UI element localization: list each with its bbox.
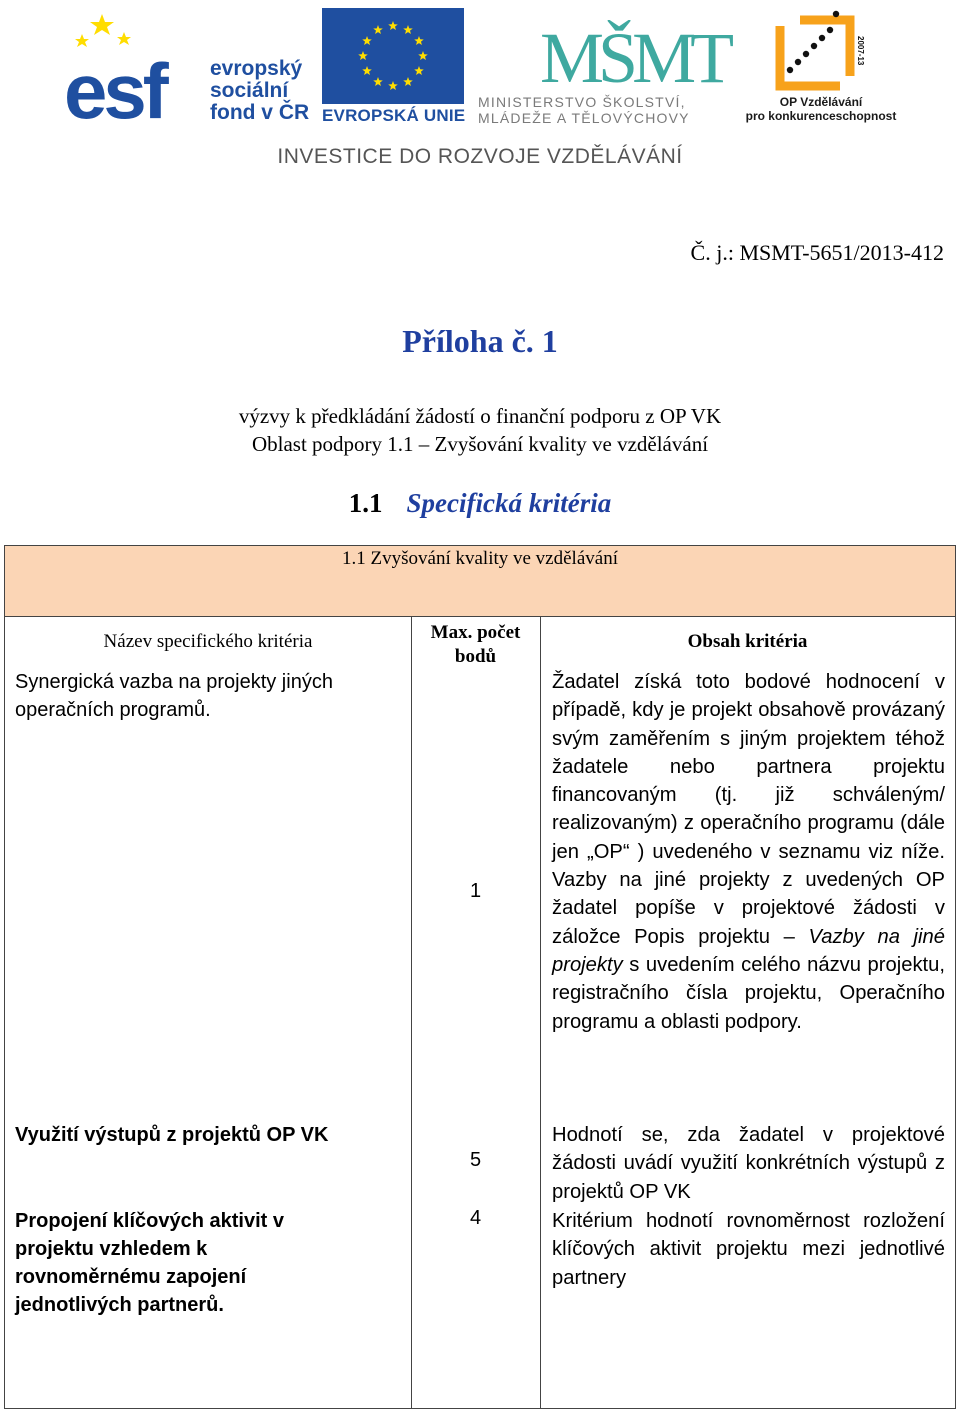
criterion-content: Kritérium hodnotí rovnoměrnost rozložení klíčových aktivit projektu mezi jednotlivé partnery [552, 1210, 945, 1289]
header-content: Obsah kritéria [687, 631, 808, 652]
criterion-content-text: s uvedením celého názvu projektu, registračního čísla projektu, Operačního programu a oblasti podpory. [552, 953, 945, 1033]
op-vk-logo [770, 6, 865, 92]
msmt-logo [540, 8, 729, 98]
op-caption-line: OP Vzdělávání [779, 95, 863, 109]
document-reference: Č. j.: MSMT-5651/2013-412 [690, 240, 944, 265]
msmt-caption-line: MLÁDEŽE A TĚLOVÝCHOVY [478, 110, 690, 126]
logo-header [0, 0, 960, 180]
esf-wordmark: esf [64, 47, 165, 135]
table-band [5, 546, 955, 617]
criterion-content-italic: Vazby na jiné projekty [552, 925, 945, 976]
page-title: Příloha č. 1 [402, 323, 558, 359]
msmt-caption [478, 94, 728, 126]
criterion-points: 5 [469, 1149, 482, 1171]
op-caption-line: pro konkurenceschopnost [745, 109, 897, 123]
header-max-points-line: bodů [454, 646, 497, 667]
criterion-content: Hodnotí se, zda žadatel v projektové žádosti uvádí využití konkrétních výstupů z projektů OP VK [552, 1124, 945, 1203]
msmt-wordmark: MŠMT [540, 18, 729, 98]
op-caption [736, 95, 906, 123]
section-title: Specifická kritéria [406, 488, 612, 518]
subtitle-line-2: Oblast podpory 1.1 – Zvyšování kvality ve vzdělávání [251, 432, 709, 456]
criterion-content-text: Žadatel získá toto bodové hodnocení v případě, kdy je projekt obsahově provázaný svým zaměřením s jiným projektem téhož žadatele nebo partnera projektu financovaným (tj. již schváleným/ realizovaným) z operačního programu (dále jen „OP“ ) uvedeného v seznamu viz níže. Vazby na jiné projekty z uvedených OP žadatel popíše v projektové žádosti v záložce Popis projektu – [552, 671, 945, 948]
esf-text [210, 58, 309, 124]
table-band-title: 1.1 Zvyšování kvality ve vzdělávání [342, 548, 618, 569]
esf-stars [75, 14, 131, 47]
header-criterion-name: Název specifického kritéria [103, 631, 313, 652]
esf-text-line: sociální [210, 79, 289, 102]
subtitle-line-1: výzvy k předkládání žádostí o finanční podporu z OP VK [238, 404, 722, 428]
column-divider [411, 616, 412, 1408]
op-years: 2007-13 [856, 36, 865, 66]
header-max-points-line: Max. počet [430, 622, 521, 643]
criterion-name: Propojení klíčových aktivit v projektu vzhledem k rovnoměrnému zapojení jednotlivých partnerů. [15, 1210, 284, 1316]
header-max-points [411, 621, 540, 669]
criterion-name: Využití výstupů z projektů OP VK [15, 1124, 329, 1146]
section-heading [0, 488, 960, 519]
criterion-points: 1 [469, 880, 482, 902]
criterion-content [540, 668, 955, 1036]
eu-caption: EVROPSKÁ UNIE [322, 106, 466, 125]
esf-text-line: fond v ČR [210, 101, 310, 124]
criterion-points: 4 [469, 1207, 482, 1229]
section-number: 1.1 [348, 488, 383, 518]
criterion-name: Synergická vazba na projekty jiných operačních programů. [15, 671, 333, 721]
criteria-table [4, 545, 956, 1409]
tagline: INVESTICE DO ROZVOJE VZDĚLÁVÁNÍ [277, 145, 683, 168]
msmt-caption-line: MINISTERSTVO ŠKOLSTVÍ, [478, 94, 686, 110]
esf-logo [64, 6, 204, 135]
esf-text-line: evropský [210, 57, 303, 80]
eu-flag-logo [322, 8, 464, 104]
